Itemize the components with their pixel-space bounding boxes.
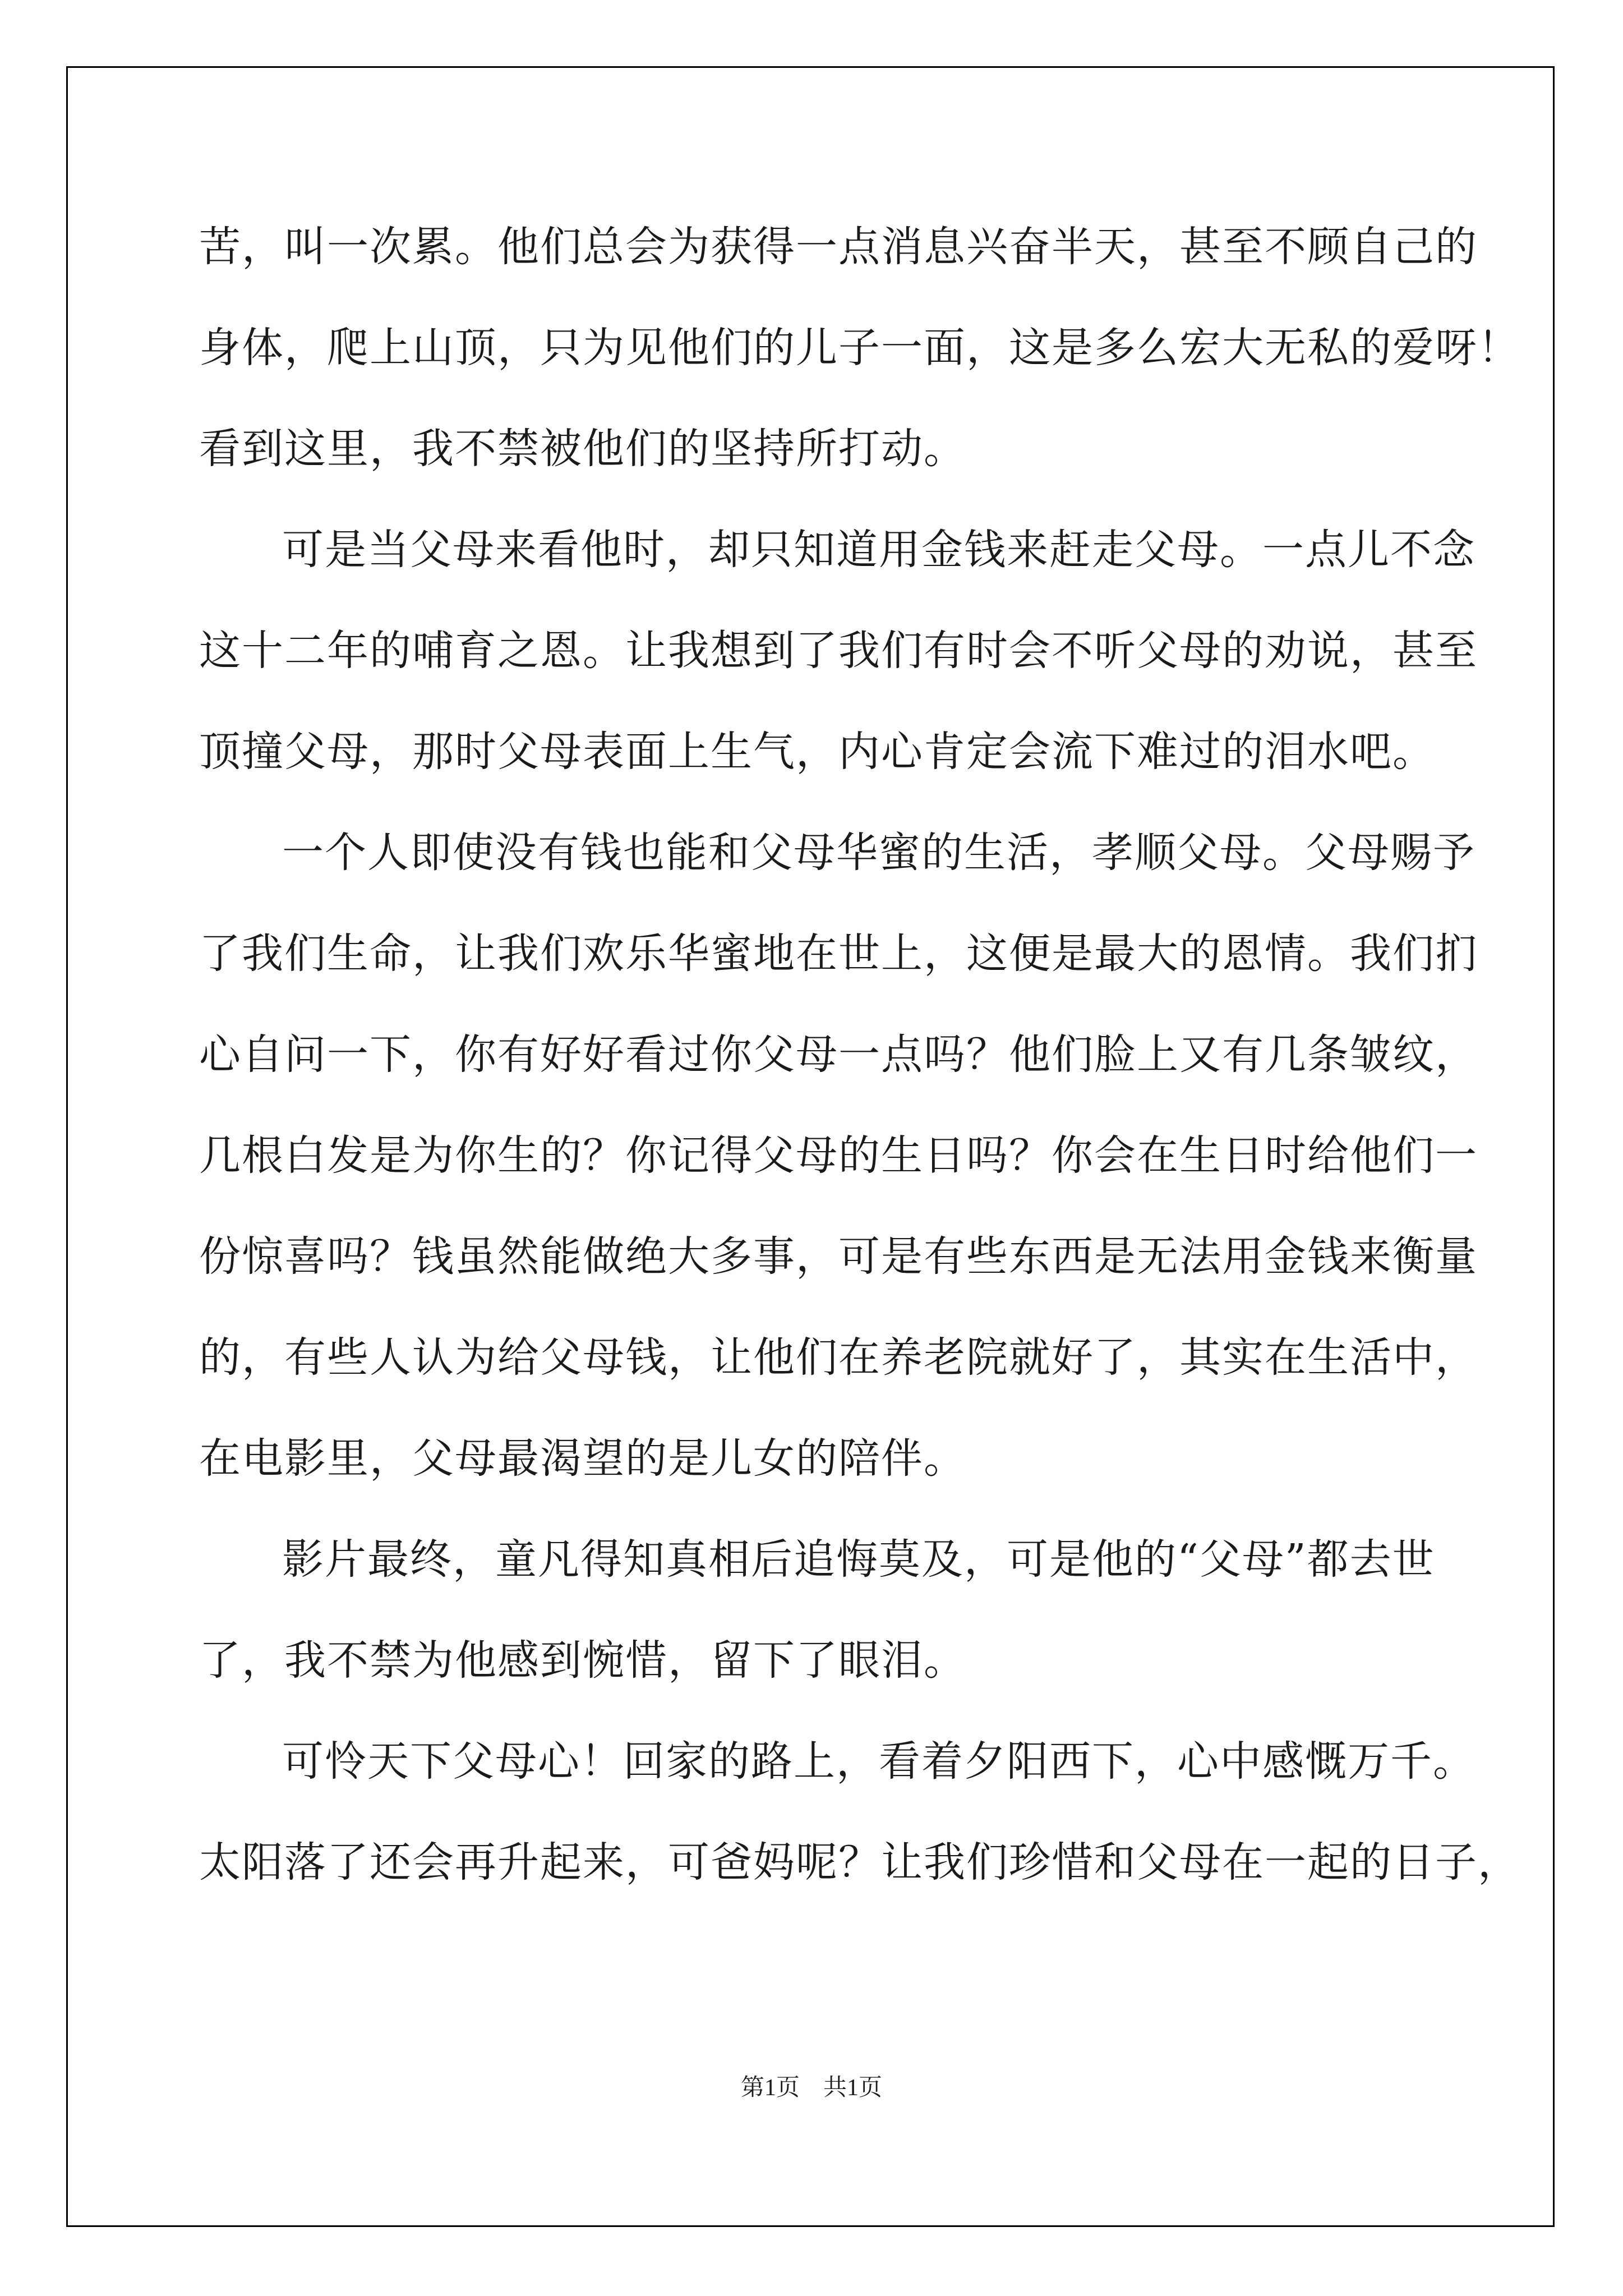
- text-line: 身体，爬上山顶，只为见他们的儿子一面，这是多么宏大无私的爱呀！: [199, 324, 1520, 372]
- text-line: 顶撞父母，那时父母表面上生气，内心肯定会流下难过的泪水吧。: [199, 728, 1435, 776]
- paragraph-start-line: 可怜天下父母心！回家的路上，看着夕阳西下，心中感慨万千。: [282, 1737, 1476, 1786]
- page-footer: 第1页 共1页: [740, 2075, 882, 2101]
- text-line: 心自问一下，你有好好看过你父母一点吗？他们脸上又有几条皱纹，: [199, 1030, 1478, 1079]
- paragraph-start-line: 可是当父母来看他时，却只知道用金钱来赶走父母。一点儿不念: [282, 526, 1476, 574]
- text-line: 的，有些人认为给父母钱，让他们在养老院就好了，其实在生活中，: [199, 1333, 1478, 1382]
- text-line: 这十二年的哺育之恩。让我想到了我们有时会不听父母的劝说，甚至: [199, 627, 1478, 675]
- paragraph-start-line: 影片最终，童凡得知真相后追悔莫及，可是他的“父母”都去世: [282, 1535, 1435, 1584]
- text-line: 看到这里，我不禁被他们的坚持所打动。: [199, 425, 966, 473]
- text-line: 在电影里，父母最渴望的是儿女的陪伴。: [199, 1434, 966, 1483]
- text-line: 了我们生命，让我们欢乐华蜜地在世上，这便是最大的恩情。我们扪: [199, 930, 1478, 978]
- text-line: 太阳落了还会再升起来，可爸妈呢？让我们珍惜和父母在一起的日子，: [199, 1838, 1520, 1887]
- document-body: [199, 213, 1520, 1930]
- text-line: 了，我不禁为他感到惋惜，留下了眼泪。: [199, 1636, 966, 1685]
- text-line: 几根白发是为你生的？你记得父母的生日吗？你会在生日时给他们一: [199, 1131, 1478, 1180]
- text-line: 份惊喜吗？钱虽然能做绝大多事，可是有些东西是无法用金钱来衡量: [199, 1232, 1478, 1281]
- paragraph-start-line: 一个人即使没有钱也能和父母华蜜的生活，孝顺父母。父母赐予: [282, 829, 1476, 877]
- text-line: 苦，叫一次累。他们总会为获得一点消息兴奋半天，甚至不顾自己的: [199, 223, 1478, 271]
